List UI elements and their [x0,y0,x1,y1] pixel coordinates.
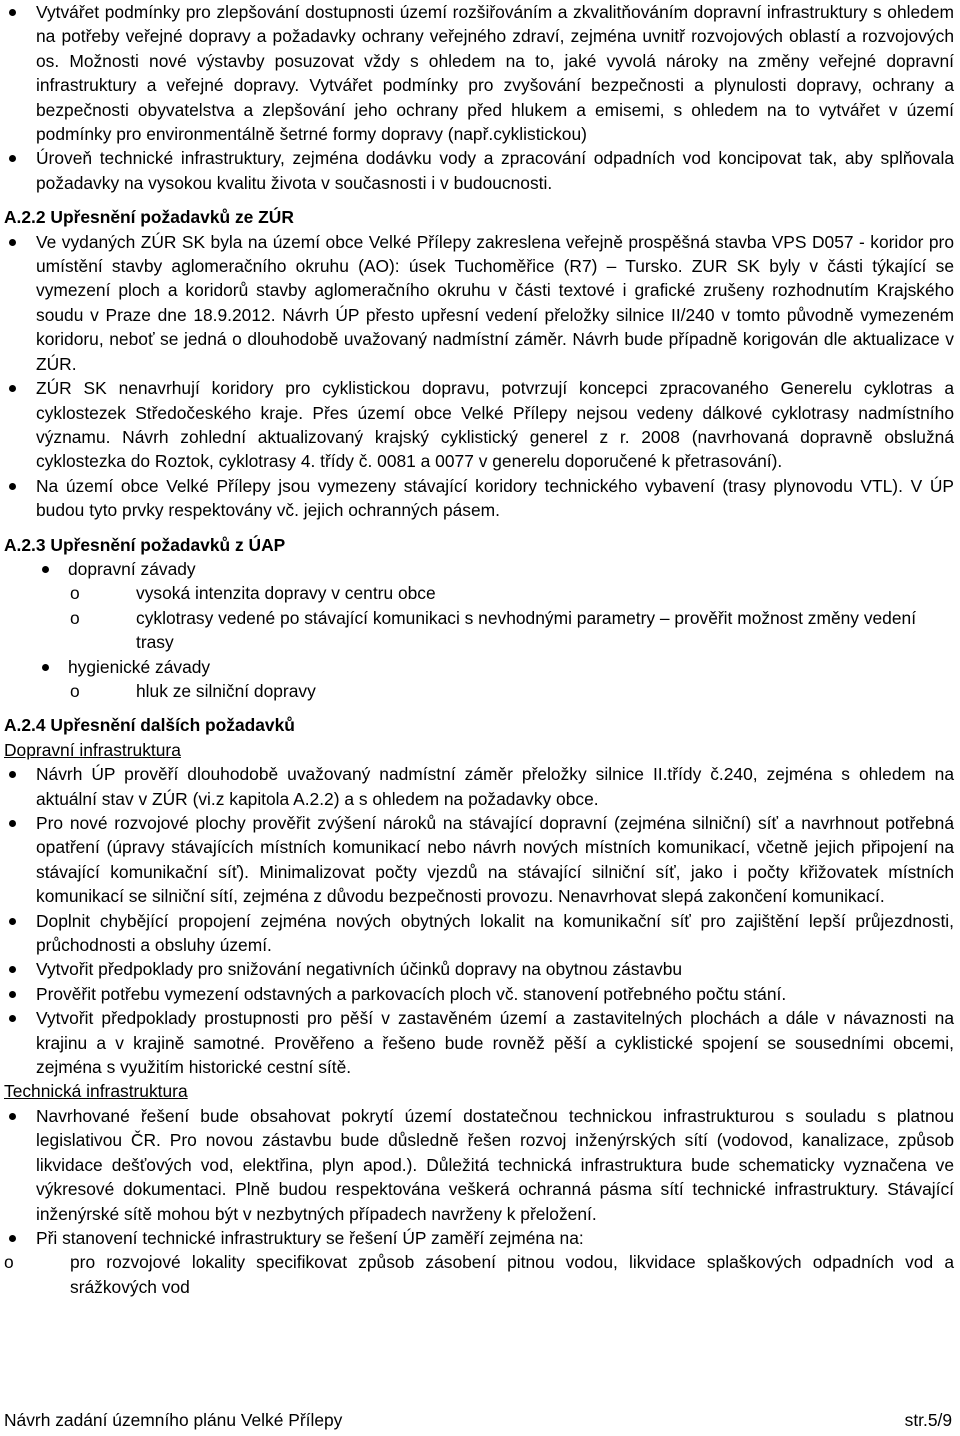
list-item: ZÚR SK nenavrhují koridory pro cyklistickou dopravu, potvrzují koncepci zpracovaného Generelu cyklotras a cyklostezek Středočeského kraje. Přes území obce Velké Přílepy nejsou vedeny dálkové cyklotrasy nadmístního významu. Návrh zohlední aktualizovaný krajský cyklistický generel z r. 2008 (navrhovaná dopravně obslužná cyklostezka do Roztok, cyklotrasy 4. třídy č. 0081 a 0077 v generelu doporučené k přetrasování). [4,376,954,474]
list-item: o vysoká intenzita dopravy v centru obce [4,581,954,605]
list-item: Vytvořit předpoklady pro snižování negativních účinků dopravy na obytnou zástavbu [4,957,954,981]
a23-sub-list-hygiene [4,679,954,703]
list-item: Pro nové rozvojové plochy prověřit zvýšení nároků na stávající dopravní (zejména silniční) síť a navrhnout potřebná opatření (úpravy stávajících místních komunikací nebo návrh nových místních komunikací, včetně jejich připojení na stávající komunikační síť). Minimalizovat počty vjezdů na stávající silniční síť, jako i počty křižovatek místních komunikací se silniční sítí, zejména z důvodu bezpečnosti provozu. Nenavrhovat slepá zakončení komunikací. [4,811,954,909]
list-item: Vytvořit předpoklady prostupnosti pro pěší v zastavěném území a zastavitelných plochách a dále v návaznosti na krajinu a v krajině samotné. Prověřeno a řešeno bude rovněž pěší a cyklistické spojení se sousedními obcemi, zejména s využitím historické cestní sítě. [4,1006,954,1079]
subheading-transport: Dopravní infrastruktura [4,739,181,760]
footer-document-title: Návrh zadání územního plánu Velké Přílepy [4,1409,343,1430]
list-item: Ve vydaných ZÚR SK byla na území obce Velké Přílepy zakreslena veřejně prospěšná stavba VPS D057 - koridor pro umístění stavby aglomeračního okruhu (AO): úsek Tuchoměřice (R7) – Tursko. ZUR SK byly v části týkající se vymezení ploch a koridorů stavby aglomeračního okruhu v části textové i grafické zrušeny rozhodnutím Krajského soudu v Praze dne 18.9.2012. Návrh ÚP přesto upřesní vedení přeložky silnice II/240 v tomto původně vymezeném koridoru, neboť se jedná o dlouhodobě uvažovaný nadmístní záměr. Návrh bude případně korigován dle aktualizace v ZÚR. [4,230,954,376]
section-heading-a24: A.2.4 Upřesnění dalších požadavků [4,715,295,736]
group-label: hygienické závady [68,656,211,677]
technical-bullet-list [4,1104,954,1250]
footer-page-number: str.5/9 [904,1409,952,1430]
subheading-technical: Technická infrastruktura [4,1081,188,1102]
a23-bullet-list [4,557,954,581]
a22-bullet-list [4,230,954,523]
list-item: Návrh ÚP prověří dlouhodobě uvažovaný nadmístní záměr přeložky silnice II.třídy č.240, zejména s ohledem na aktuální stav v ZÚR (vi.z kapitola A.2.2) a s ohledem na požadavky obce. [4,762,954,811]
list-item: Doplnit chybějící propojení zejména nových obytných lokalit na komunikační síť pro zajištění lepší průjezdnosti, průchodnosti a obsluhy území. [4,909,954,958]
top-bullet-list [4,0,954,195]
list-item: o pro rozvojové lokality specifikovat způsob zásobení pitnou vodou, likvidace splaškových odpadních vod a srážkových vod [4,1250,954,1299]
list-item: o hluk ze silniční dopravy [4,679,954,703]
list-item: Prověřit potřebu vymezení odstavných a parkovacích ploch vč. stanovení potřebného počtu stání. [4,982,954,1006]
list-item [4,557,954,581]
section-heading-a23: A.2.3 Upřesnění požadavků z ÚAP [4,534,286,555]
document-content [4,0,954,1299]
transport-bullet-list [4,762,954,1079]
group-label: dopravní závady [68,558,196,579]
list-item: Při stanovení technické infrastruktury se řešení ÚP zaměří zejména na: [4,1226,954,1250]
technical-sub-list [4,1250,954,1299]
section-heading-a22: A.2.2 Upřesnění požadavků ze ZÚR [4,207,294,228]
page-footer [4,1408,952,1432]
list-item [4,655,954,679]
list-item: Vytvářet podmínky pro zlepšování dostupnosti území rozšiřováním a zkvalitňováním dopravní infrastruktury s ohledem na potřeby veřejné dopravy a požadavky ochrany veřejného zdraví, zejména uvnitř rozvojových oblastí a rozvojových os. Možnosti nové výstavby posuzovat vždy s ohledem na to, jaké vyvolá nároky na změny veřejné dopravní infrastruktury a veřejné dopravy. Vytvářet podmínky pro zvyšování bezpečnosti a plynulosti dopravy, ochrany a bezpečnosti obyvatelstva a zlepšování jeho ochrany před hlukem a emisemi, s ohledem na to vytvářet v území podmínky pro environmentálně šetrné formy dopravy (např.cyklistickou) [4,0,954,146]
list-item: o cyklotrasy vedené po stávající komunikaci s nevhodnými parametry – prověřit možnost změny vedení trasy [4,606,954,655]
a23-bullet-list-hygiene [4,655,954,679]
list-item: Na území obce Velké Přílepy jsou vymezeny stávající koridory technického vybavení (trasy plynovodu VTL). V ÚP budou tyto prvky respektovány vč. jejich ochranných pásem. [4,474,954,523]
list-item: Navrhované řešení bude obsahovat pokrytí území dostatečnou technickou infrastrukturou s souladu s platnou legislativou ČR. Pro novou zástavbu bude důsledně řešen rozvoj inženýrských sítí (vodovod, kanalizace, způsob likvidace dešťových vod, elektřina, plyn apod.). Důležitá technická infrastruktura bude schematicky vyznačena ve výkresové dokumentaci. Plně budou respektována veškerá ochranná pásma sítí technické infrastruktury. Stávající inženýrské sítě mohou být v nezbytných případech navrženy k přeložení. [4,1104,954,1226]
a23-sub-list-traffic [4,581,954,654]
list-item: Úroveň technické infrastruktury, zejména dodávku vody a zpracování odpadních vod koncipovat tak, aby splňovala požadavky na vysokou kvalitu života v současnosti i v budoucnosti. [4,146,954,195]
